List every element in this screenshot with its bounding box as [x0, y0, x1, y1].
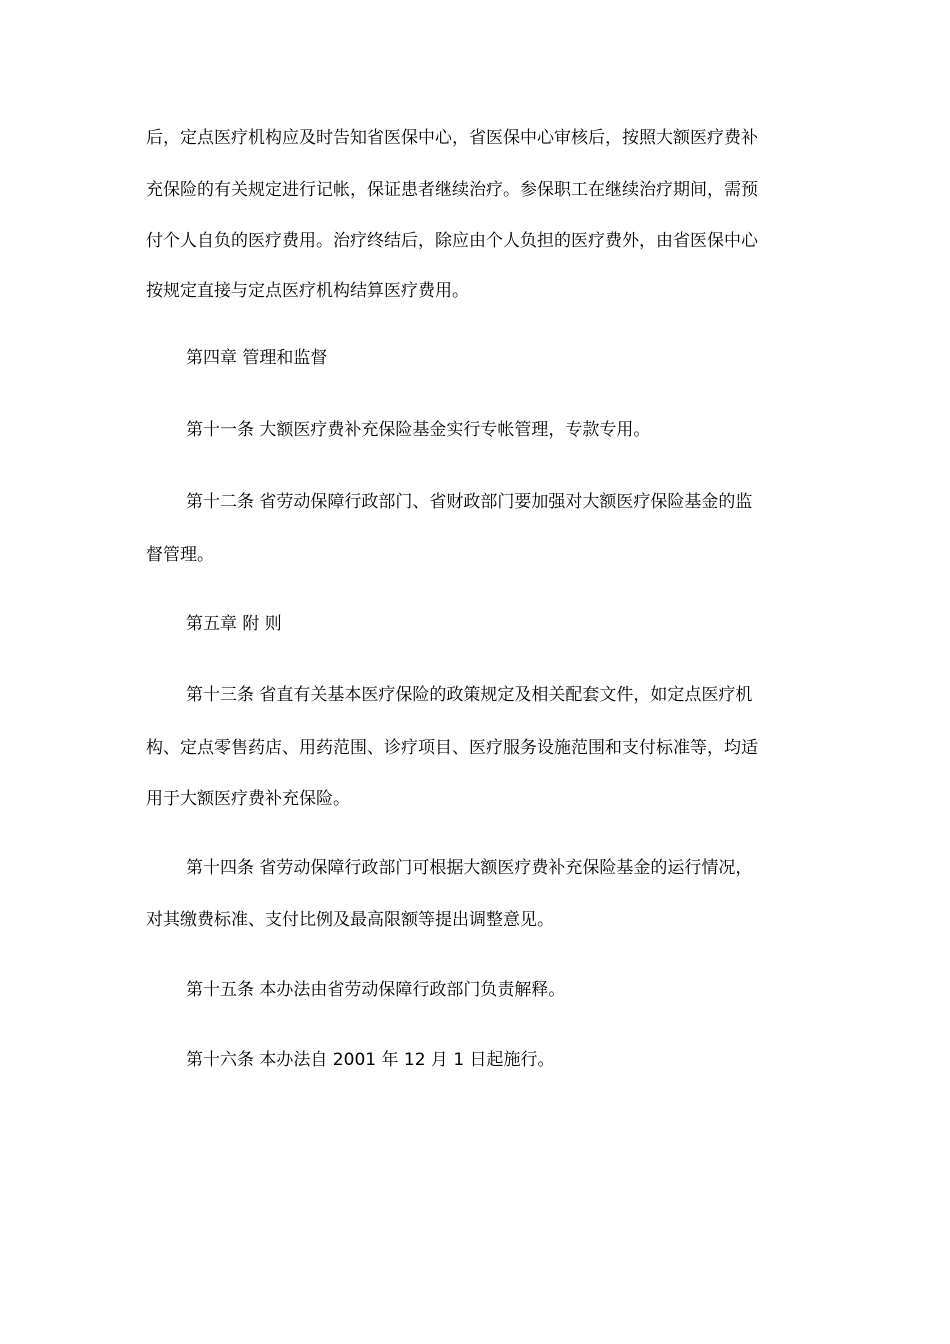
- paragraph-line: 充保险的有关规定进行记帐，保证患者继续治疗。参保职工在继续治疗期间，需预: [146, 180, 758, 200]
- paragraph-line: 用于大额医疗费补充保险。: [146, 789, 350, 809]
- article-paragraph: 第十五条 本办法由省劳动保障行政部门负责解释。: [186, 980, 566, 1000]
- paragraph-line: 按规定直接与定点医疗机构结算医疗费用。: [146, 281, 469, 301]
- chapter-heading: 第四章 管理和监督: [186, 348, 328, 368]
- article-paragraph: 第十一条 大额医疗费补充保险基金实行专帐管理，专款专用。: [186, 420, 651, 440]
- article-paragraph: 第十二条 省劳动保障行政部门、省财政部门要加强对大额医疗保险基金的监: [186, 492, 753, 512]
- chapter-heading: 第五章 附 则: [186, 614, 282, 634]
- article-paragraph: 第十四条 省劳动保障行政部门可根据大额医疗费补充保险基金的运行情况，: [186, 858, 753, 878]
- paragraph-line: 构、定点零售药店、用药范围、诊疗项目、医疗服务设施范围和支付标准等，均适: [146, 738, 758, 758]
- article-paragraph: 第十三条 省直有关基本医疗保险的政策规定及相关配套文件，如定点医疗机: [186, 685, 753, 705]
- paragraph-line: 对其缴费标准、支付比例及最高限额等提出调整意见。: [146, 910, 554, 930]
- paragraph-line: 付个人自负的医疗费用。治疗终结后，除应由个人负担的医疗费外，由省医保中心: [146, 231, 758, 251]
- article-paragraph: 第十六条 本办法自 2001 年 12 月 1 日起施行。: [186, 1050, 555, 1070]
- paragraph-line: 督管理。: [146, 545, 214, 565]
- paragraph-line: 后，定点医疗机构应及时告知省医保中心，省医保中心审核后，按照大额医疗费补: [146, 128, 758, 148]
